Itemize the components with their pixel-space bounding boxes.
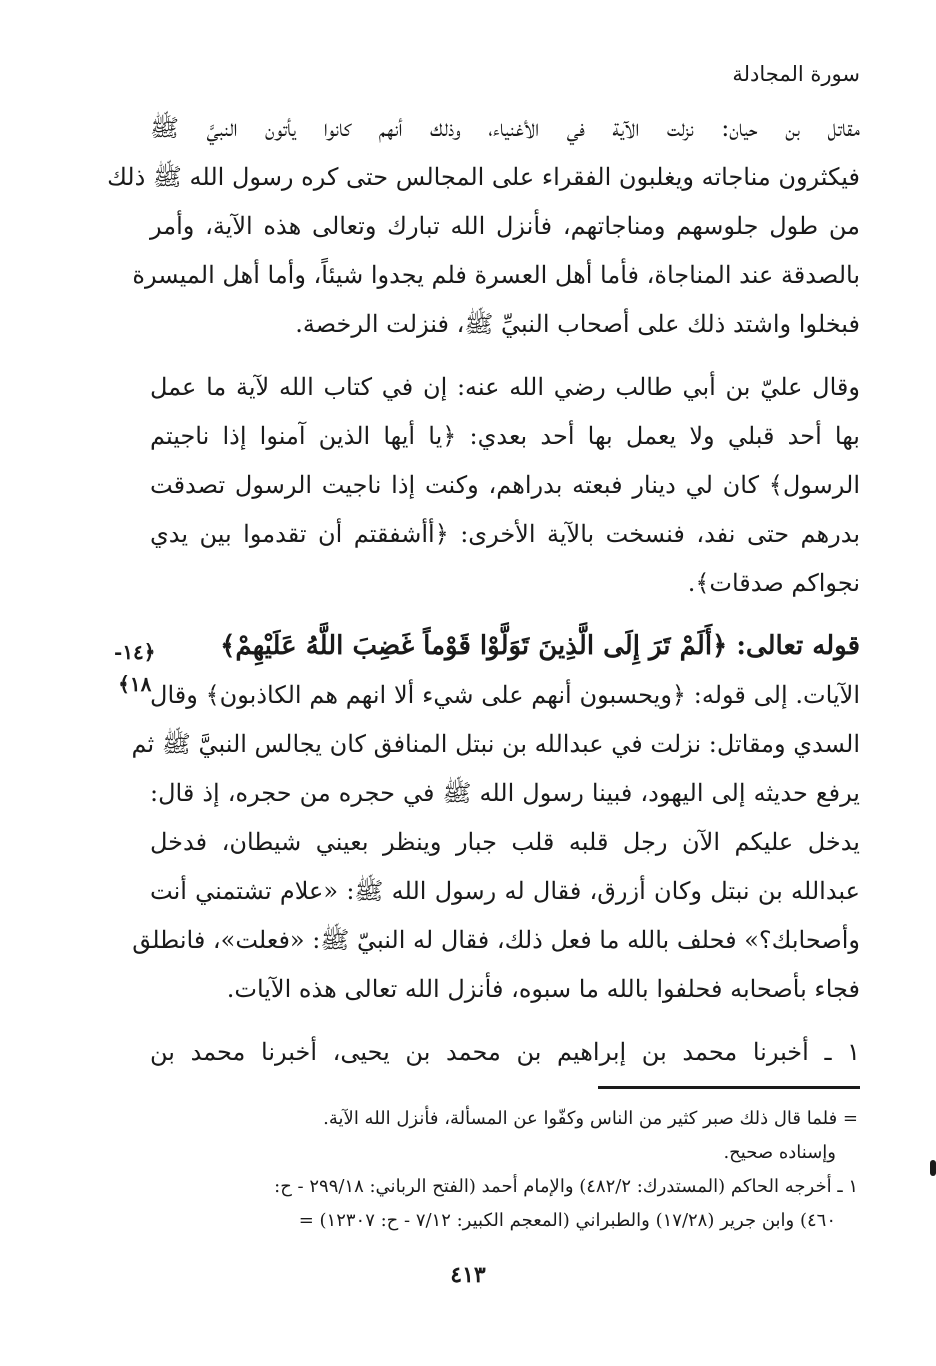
text-line: فبخلوا واشتد ذلك على أصحاب النبيِّ ﷺ، فنزلت الرخصة. [295, 310, 860, 338]
text-line: فيكثرون مناجاته ويغلبون الفقراء على المجالس حتى كره رسول الله ﷺ ذلك [107, 163, 860, 191]
page-number: ٤١٣ [450, 1262, 486, 1288]
text-line: يرفع حديثه إلى اليهود، فبينا رسول الله ﷺ في حجره من حجره، إذ قال: [150, 779, 860, 807]
verse-heading: قوله تعالى: ﴿أَلَمْ تَرَ إِلَى الَّذِينَ تَوَلَّوْا قَوْماً غَضِبَ اللَّهُ عَلَيْهِمْ﴾ [220, 631, 860, 661]
text-line: عبدالله بن نبتل وكان أزرق، فقال له رسول الله ﷺ: «علام تشتمني أنت [150, 877, 860, 905]
footnote-line: ٤٦٠) وابن جرير (١٧/٢٨) والطبراني (المعجم الكبير: ٧/١٢ - ح: ١٢٣٠٧) = [298, 1210, 836, 1231]
footnote-line: ١ ـ أخرجه الحاكم (المستدرك: ٤٨٢/٢) والإمام أحمد (الفتح الرباني: ٢٩٩/١٨ - ح: [274, 1176, 858, 1197]
text-line: السدي ومقاتل: نزلت في عبدالله بن نبتل المنافق كان يجالس النبيَّ ﷺ ثم [131, 730, 860, 758]
text-line: مقاتل بن حيان: نزلت الآية في الأغنياء، وذلك أنهم كانوا يأتون النبيَّ ﷺ [150, 114, 860, 142]
text-line: يدخل عليكم الآن رجل قلبه قلب جبار وينظر بعيني شيطان، فدخل [150, 828, 860, 856]
text-line: نجواكم صدقات﴾. [687, 569, 860, 597]
text-line: الرسول﴾ كان لي دينار فبعته بدراهم، وكنت إذا ناجيت الرسول تصدقت [150, 471, 860, 499]
text-line: من طول جلوسهم ومناجاتهم، فأنزل الله تبارك وتعالى هذه الآية، وأمر [150, 212, 860, 240]
footnotes [150, 1102, 858, 1238]
footnote-line: وإسناده صحيح. [723, 1142, 836, 1163]
text-line: وقال عليّ بن أبي طالب رضي الله عنه: إن في كتاب الله لآية ما عمل [150, 373, 860, 401]
footnote-line: = فلما قال ذلك صبر كثير من الناس وكفّوا عن المسألة، فأنزل الله الآية. [323, 1108, 858, 1129]
verse-range-margin-note [114, 636, 156, 700]
text-line: الآيات. إلى قوله: ﴿ويحسبون أنهم على شيء ألا انهم هم الكاذبون﴾ وقال [150, 681, 860, 709]
running-header: سورة المجادلة [732, 62, 860, 86]
margin-note-line: ﴿١٤- [114, 640, 156, 664]
text-line: بدرهم حتى نفد، فنسخت بالآية الأخرى: ﴿أأشفقتم أن تقدموا بين يدي [150, 520, 860, 548]
paragraph-1 [107, 104, 860, 349]
text-line: ١ ـ أخبرنا محمد بن إبراهيم بن محمد بن يحيى، أخبرنا محمد بن [150, 1038, 860, 1066]
text-line: بالصدقة عند المناجاة، فأما أهل العسرة فلم يجدوا شيئاً، وأما أهل الميسرة [132, 261, 860, 289]
text-line: فجاء بأصحابه فحلفوا بالله ما سبوه، فأنزل الله تعالى هذه الآيات. [226, 975, 860, 1003]
scan-artifact [930, 1160, 936, 1176]
text-line: وأصحابك؟» فحلف بالله ما فعل ذلك، فقال له النبيّ ﷺ: «فعلت»، فانطلق [132, 926, 860, 954]
margin-note-line: ١٨﴾ [118, 672, 152, 696]
footnote-divider [598, 1086, 860, 1089]
paragraph-4 [150, 1028, 860, 1077]
paragraph-2 [150, 363, 860, 608]
text-line: بها أحد قبلي ولا يعمل بها أحد بعدي: ﴿يا أيها الذين آمنوا إذا ناجيتم [150, 422, 860, 450]
